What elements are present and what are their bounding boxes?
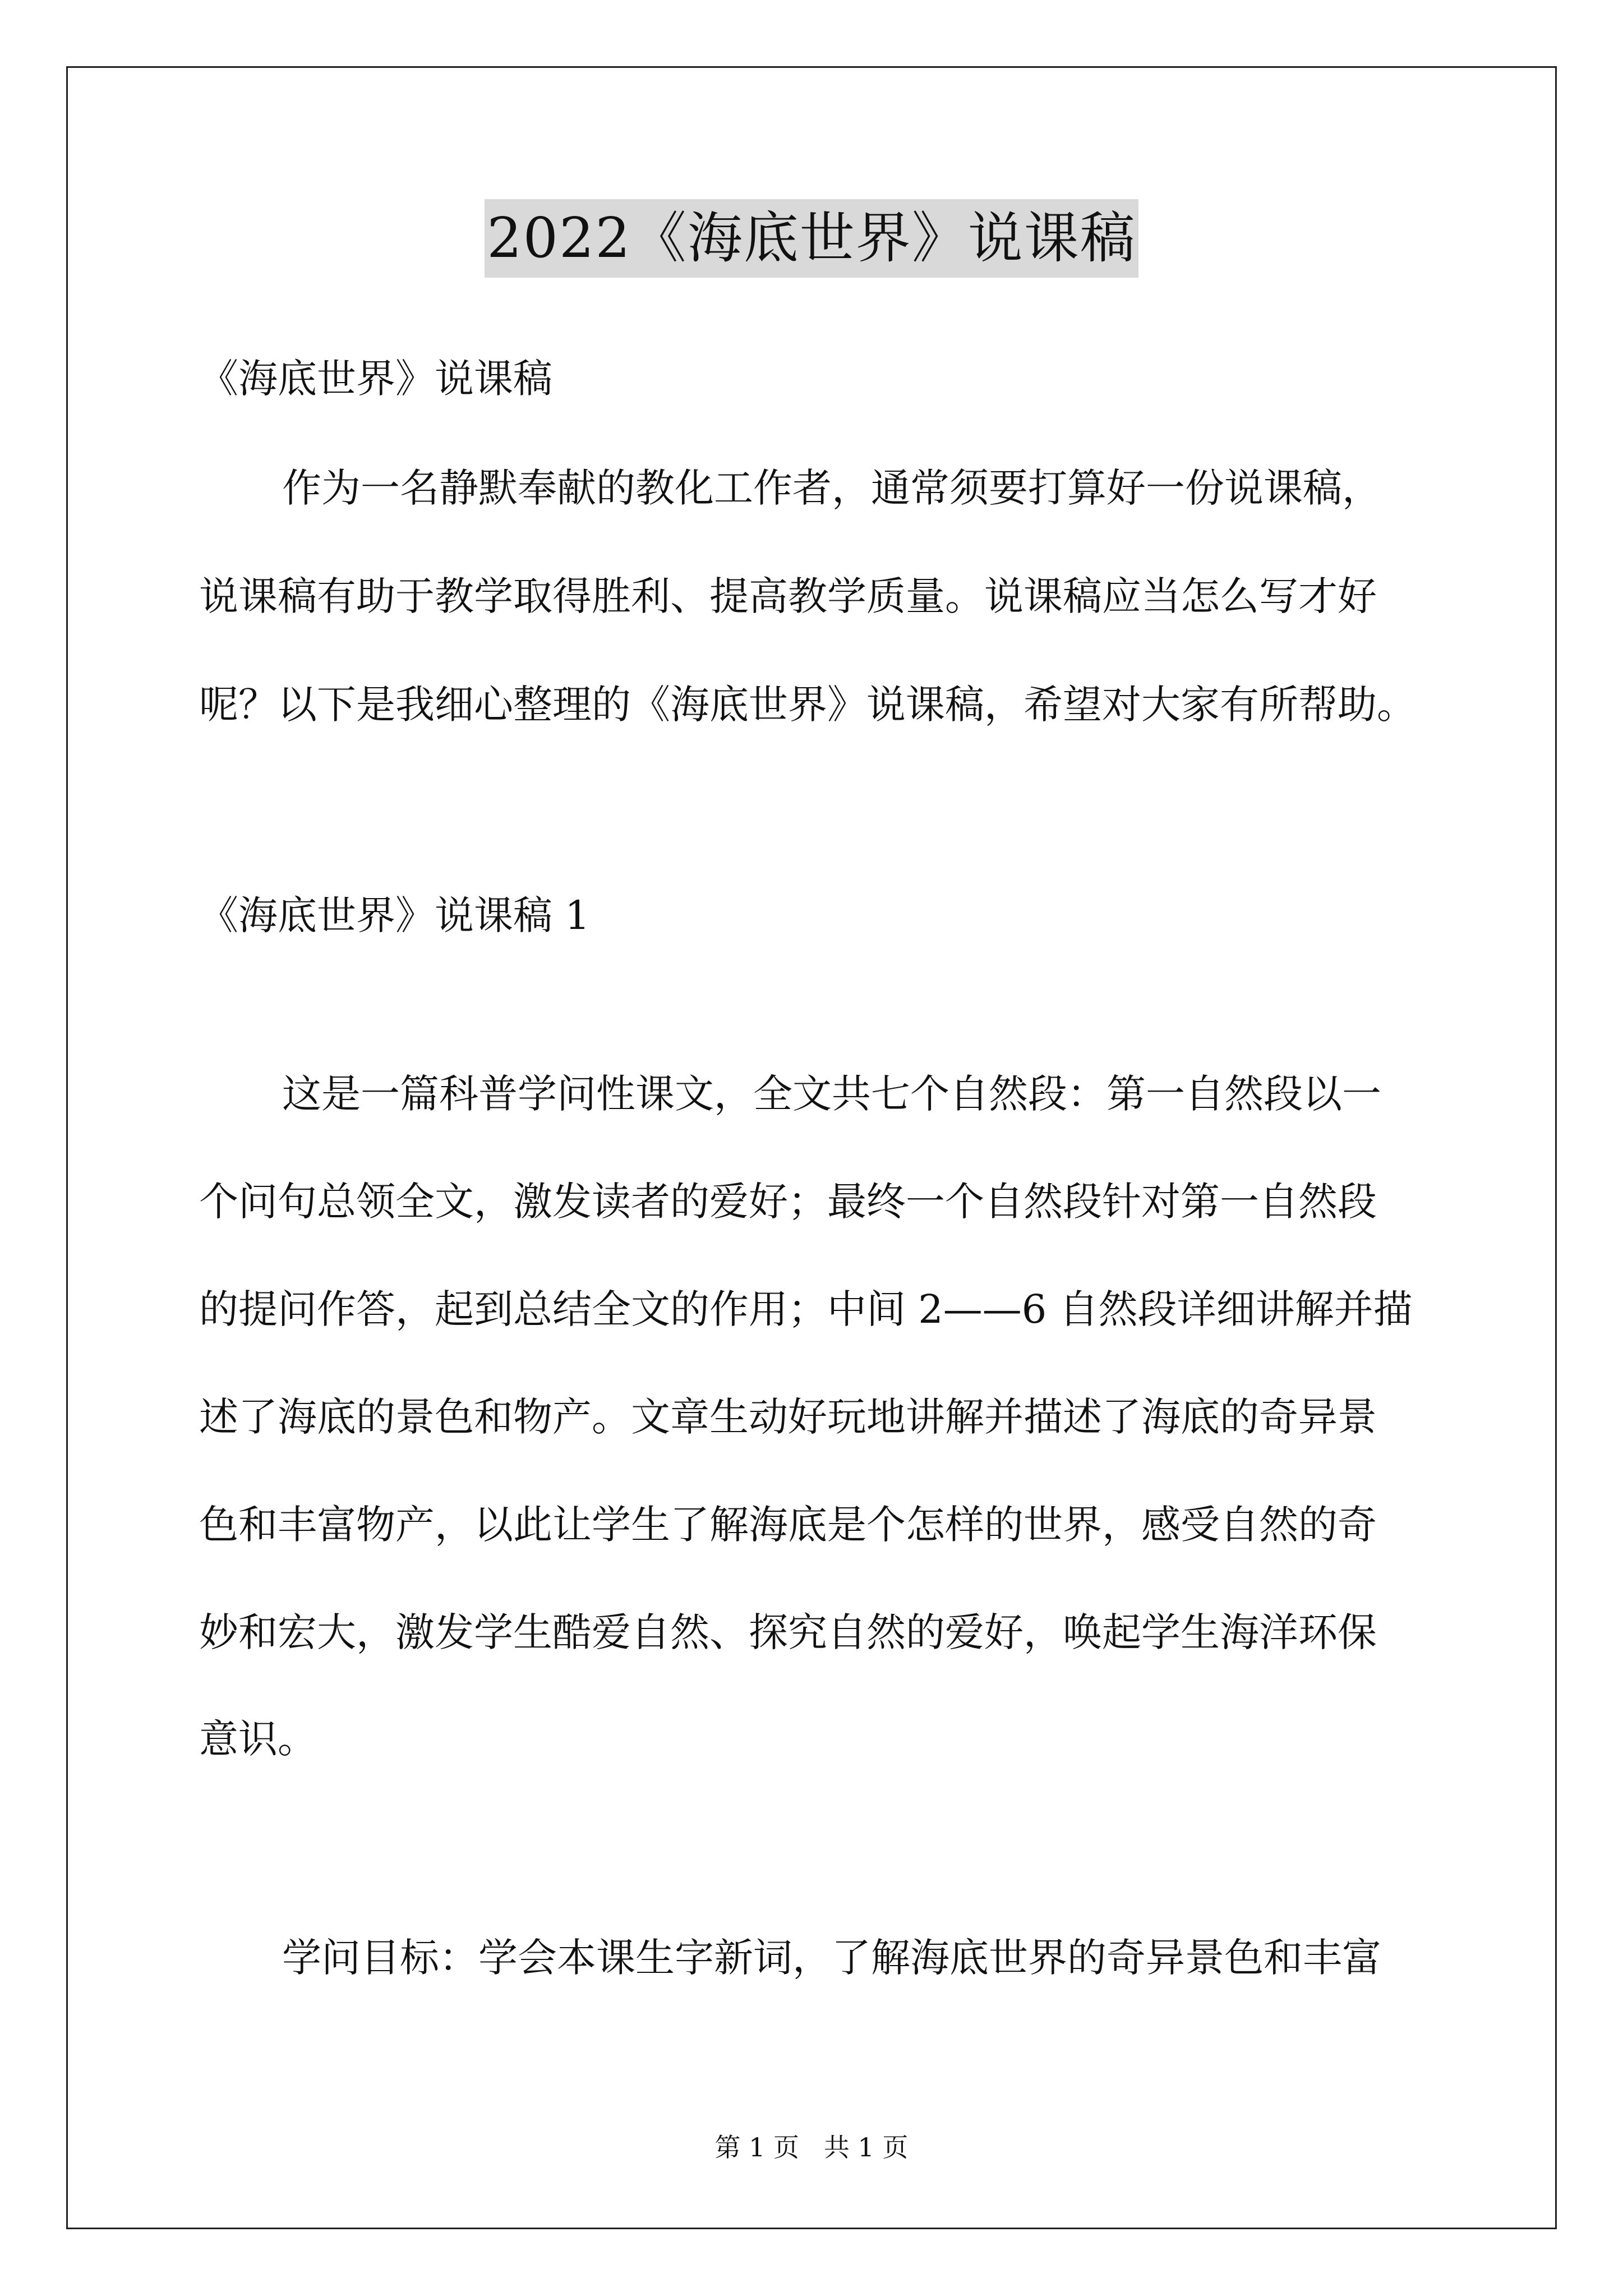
title-container (0, 199, 1623, 278)
intro-line: 呢？以下是我细心整理的《海底世界》说课稿，希望对大家有所帮助。 (199, 682, 1416, 728)
body-line: 个问句总领全文，激发读者的爱好；最终一个自然段针对第一自然段 (199, 1179, 1377, 1225)
body-line: 意识。 (199, 1716, 317, 1762)
goal-line: 学问目标：学会本课生字新词，了解海底世界的奇异景色和丰富 (282, 1935, 1381, 1981)
body-line: 的提问作答，起到总结全文的作用；中间 2——6 自然段详细讲解并描 (199, 1286, 1413, 1332)
body-line: 述了海底的景色和物产。文章生动好玩地讲解并描述了海底的奇异景 (199, 1394, 1377, 1440)
body-line: 妙和宏大，激发学生酷爱自然、探究自然的爱好，唤起学生海洋环保 (199, 1609, 1377, 1655)
document-title: 2022《海底世界》说课稿 (485, 199, 1138, 278)
intro-line: 说课稿有助于教学取得胜利、提高教学质量。说课稿应当怎么写才好 (199, 573, 1377, 619)
intro-line: 作为一名静默奉献的教化工作者，通常须要打算好一份说课稿， (282, 465, 1381, 511)
page-footer: 第 1 页 共 1 页 (714, 2132, 909, 2162)
body-line: 这是一篇科普学问性课文，全文共七个自然段：第一自然段以一 (282, 1071, 1381, 1117)
subtitle: 《海底世界》说课稿 (199, 356, 552, 402)
section-heading: 《海底世界》说课稿 1 (199, 892, 590, 938)
body-line: 色和丰富物产，以此让学生了解海底是个怎样的世界，感受自然的奇 (199, 1502, 1377, 1548)
